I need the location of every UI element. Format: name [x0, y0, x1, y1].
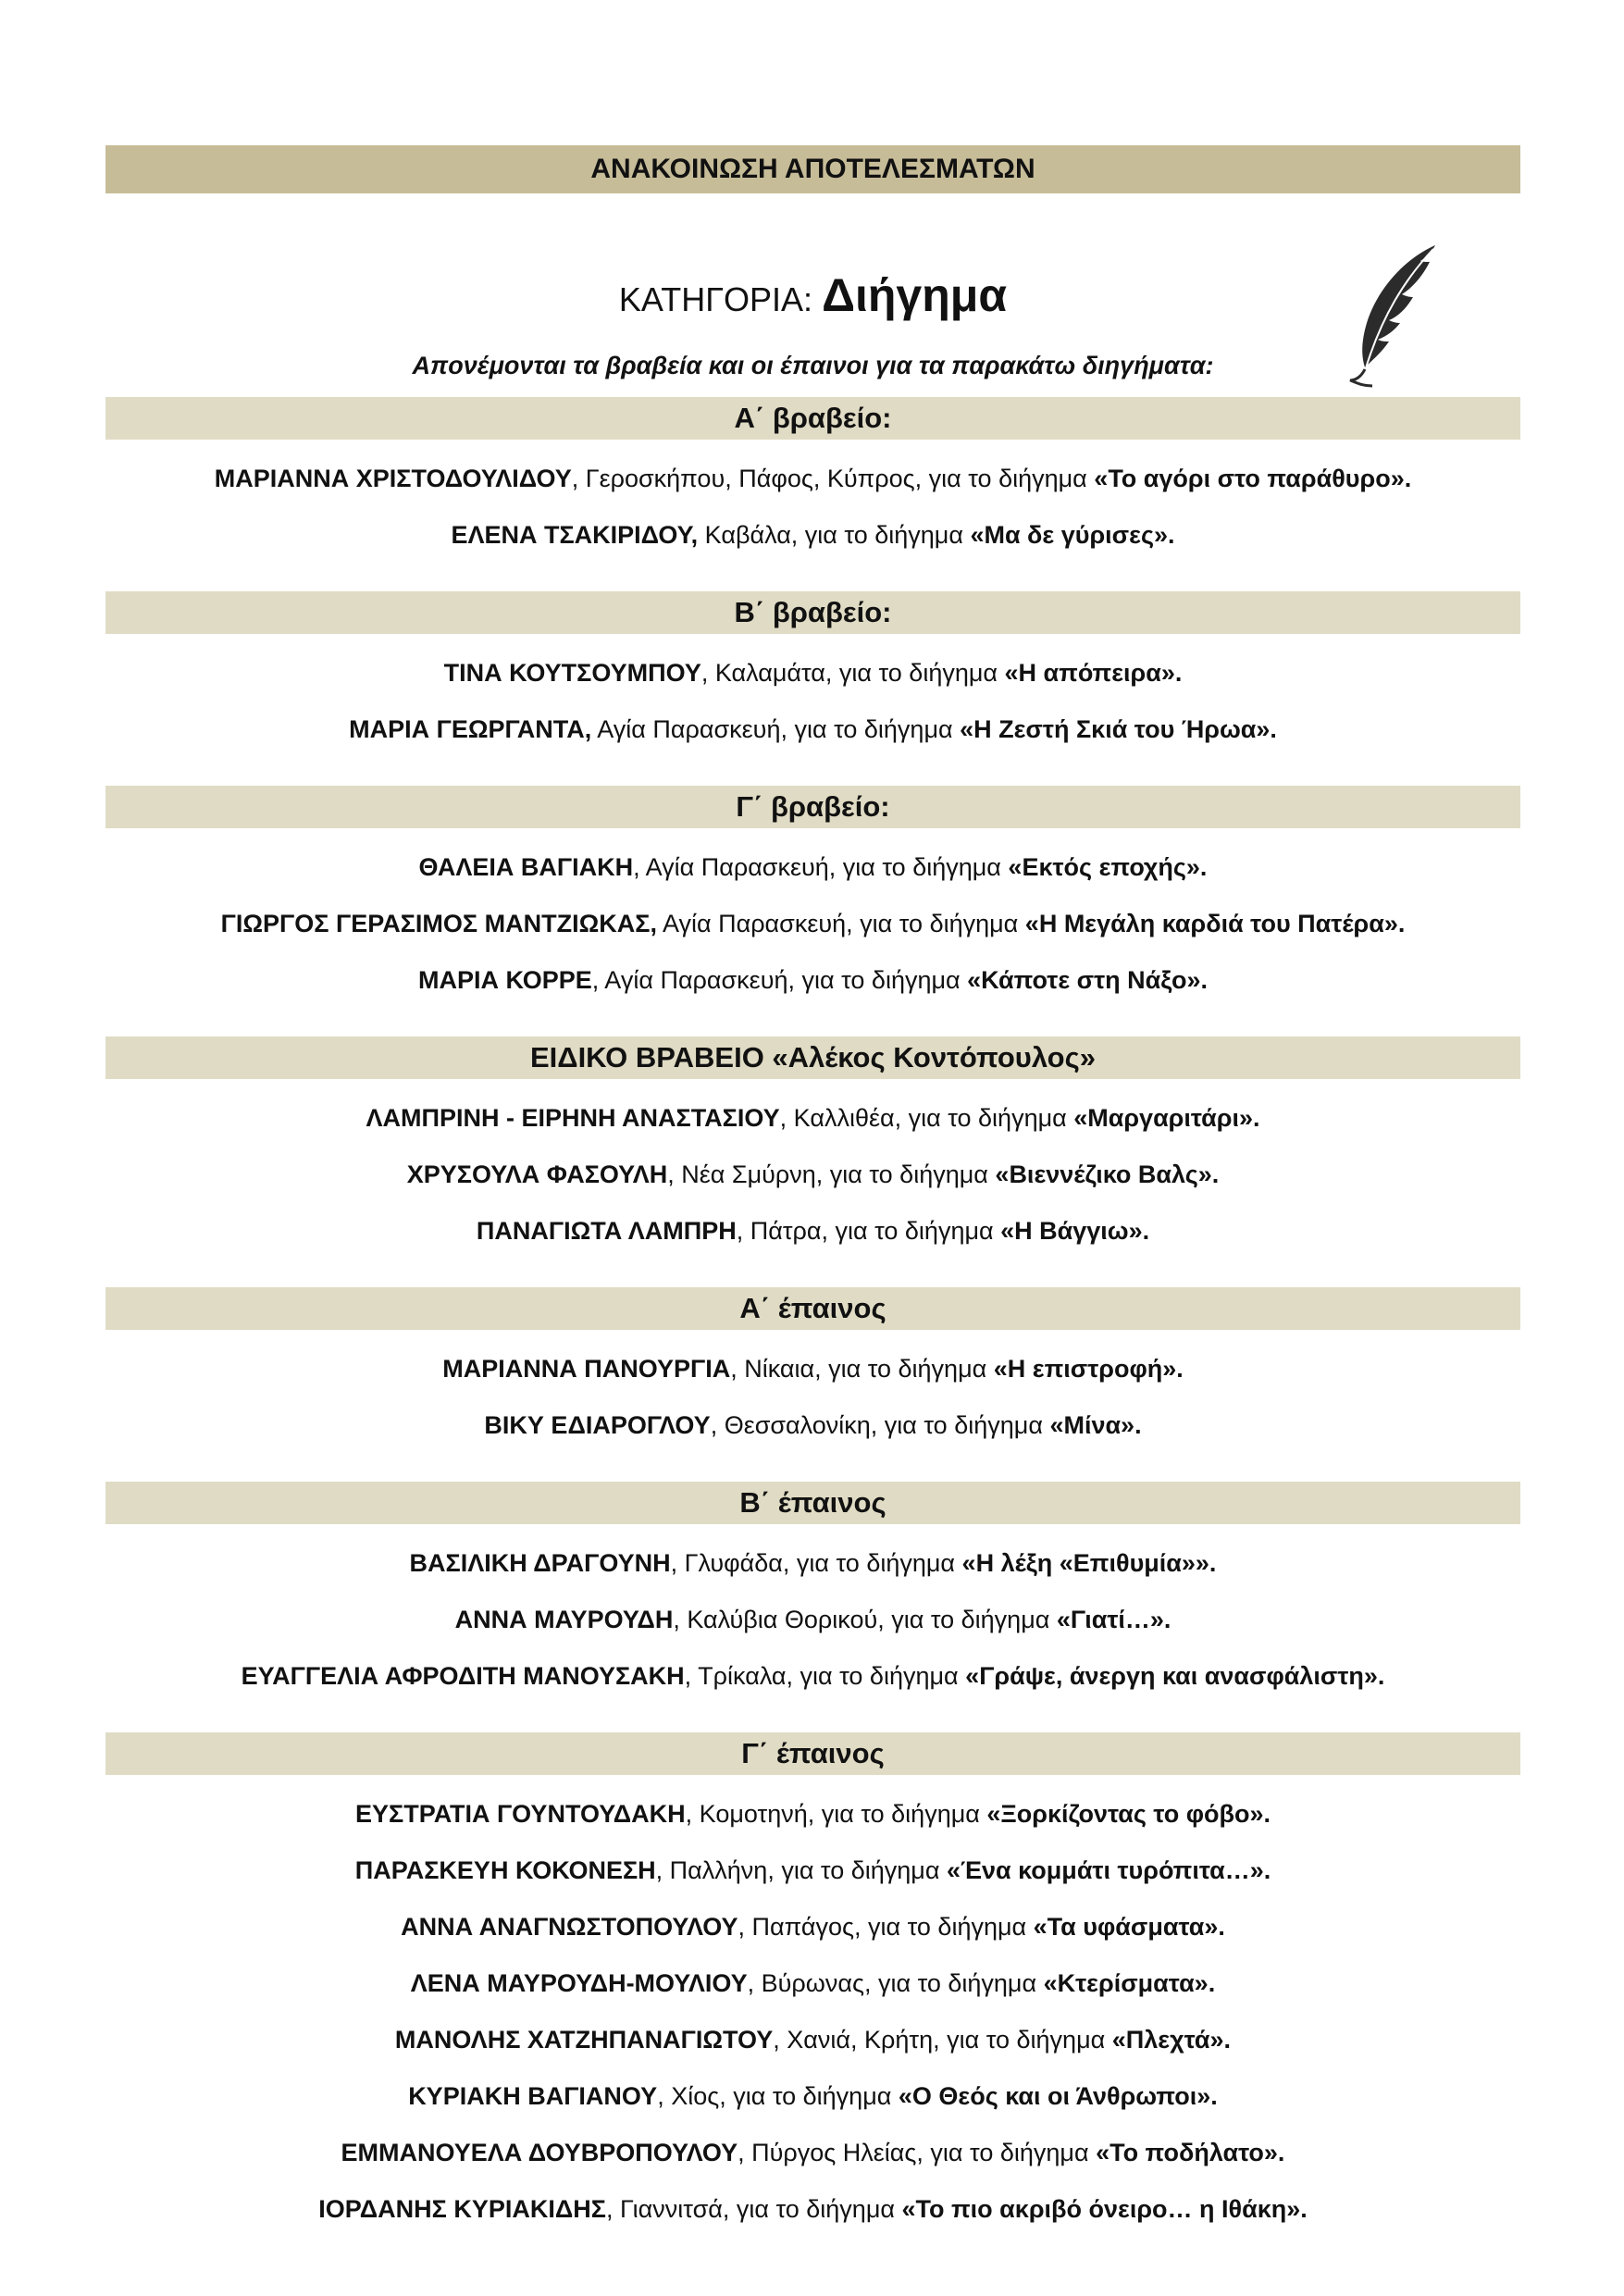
- entry-list: [105, 828, 1520, 1022]
- author-name: ΒΙΚΥ ΕΔΙΑΡΟΓΛΟΥ: [484, 1411, 711, 1439]
- entry-details: , Γλυφάδα, για το διήγημα: [670, 1549, 962, 1577]
- author-name: ΜΑΝΟΛΗΣ ΧΑΤΖΗΠΑΝΑΓΙΩΤΟΥ: [394, 2026, 774, 2054]
- section-heading: Α΄ βραβείο:: [105, 397, 1520, 440]
- author-name: ΜΑΡΙΑΝΝΑ ΧΡΙΣΤΟΔΟΥΛΙΔΟΥ: [214, 465, 572, 492]
- award-entry: [105, 2191, 1520, 2247]
- entry-details: , Γεροσκήπου, Πάφος, Κύπρος, για το διήγημα: [571, 465, 1095, 492]
- story-title: «Η απόπειρα».: [1004, 659, 1183, 687]
- author-name: ΠΑΝΑΓΙΩΤΑ ΛΑΜΠΡΗ: [476, 1217, 737, 1245]
- entry-details: , Κομοτηνή, για το διήγημα: [685, 1800, 987, 1828]
- author-name: ΜΑΡΙΑΝΝΑ ΠΑΝΟΥΡΓΙΑ: [442, 1355, 731, 1383]
- entry-list: [105, 1079, 1520, 1272]
- entry-list: [105, 1330, 1520, 1467]
- author-name: ΑΝΝΑ ΑΝΑΓΝΩΣΤΟΠΟΥΛΟΥ: [401, 1913, 738, 1941]
- author-name: ΕΛΕΝΑ ΤΣΑΚΙΡΙΔΟΥ,: [451, 521, 699, 549]
- entry-details: Αγία Παρασκευή, για το διήγημα: [656, 910, 1025, 937]
- author-name: ΜΑΡΙΑ ΓΕΩΡΓΑΝΤΑ,: [349, 715, 592, 743]
- author-name: ΠΑΡΑΣΚΕΥΗ ΚΟΚΟΝΕΣΗ: [354, 1856, 656, 1884]
- story-title: «Η Μεγάλη καρδιά του Πατέρα».: [1024, 910, 1406, 937]
- entry-details: , Πάτρα, για το διήγημα: [736, 1217, 1001, 1245]
- story-title: «Το αγόρι στο παράθυρο».: [1094, 465, 1412, 492]
- award-entry: [105, 711, 1520, 767]
- section-heading: Γ΄ έπαινος: [105, 1732, 1520, 1775]
- announcement-title: ΑΝΑΚΟΙΝΩΣΗ ΑΠΟΤΕΛΕΣΜΑΤΩΝ: [105, 145, 1520, 193]
- story-title: «Η επιστροφή».: [993, 1355, 1184, 1383]
- award-entry: [105, 1795, 1520, 1852]
- author-name: ΜΑΡΙΑ ΚΟΡΡΕ: [418, 966, 592, 994]
- document-page: [105, 145, 1520, 2251]
- story-title: «Η λέξη «Επιθυμία»».: [961, 1549, 1217, 1577]
- entry-list: [105, 440, 1520, 577]
- award-entry: [105, 1852, 1520, 1908]
- feather-quill-icon: [1341, 242, 1443, 390]
- entry-details: , Χίος, για το διήγημα: [657, 2082, 899, 2110]
- award-entry: [105, 2078, 1520, 2134]
- story-title: «Μίνα».: [1049, 1411, 1142, 1439]
- award-entry: [105, 1350, 1520, 1407]
- section-heading: Β΄ έπαινος: [105, 1482, 1520, 1524]
- section-heading: Α΄ έπαινος: [105, 1287, 1520, 1330]
- award-entry: [105, 516, 1520, 573]
- award-entry: [105, 2134, 1520, 2191]
- section-heading: Γ΄ βραβείο:: [105, 786, 1520, 828]
- author-name: ΑΝΝΑ ΜΑΥΡΟΥΔΗ: [454, 1606, 674, 1633]
- award-entry: [105, 1908, 1520, 1965]
- section-heading: Β΄ βραβείο:: [105, 591, 1520, 634]
- section-heading: ΕΙΔΙΚΟ ΒΡΑΒΕΙΟ «Αλέκος Κοντόπουλος»: [105, 1036, 1520, 1079]
- author-name: ΤΙΝΑ ΚΟΥΤΣΟΥΜΠΟΥ: [443, 659, 701, 687]
- story-title: «Βιεννέζικο Βαλς».: [995, 1160, 1220, 1188]
- story-title: «Μαργαριτάρι».: [1073, 1104, 1260, 1132]
- author-name: ΚΥΡΙΑΚΗ ΒΑΓΙΑΝΟΥ: [408, 2082, 658, 2110]
- category-heading: [105, 267, 1520, 323]
- story-title: «Κτερίσματα».: [1043, 1969, 1216, 1997]
- entry-details: , Τρίκαλα, για το διήγημα: [684, 1662, 966, 1690]
- author-name: ΛΑΜΠΡΙΝΗ - ΕΙΡΗΝΗ ΑΝΑΣΤΑΣΙΟΥ: [366, 1104, 780, 1132]
- story-title: «Το ποδήλατο».: [1096, 2139, 1285, 2166]
- author-name: ΙΟΡΔΑΝΗΣ ΚΥΡΙΑΚΙΔΗΣ: [318, 2195, 606, 2223]
- intro-text: Απονέμονται τα βραβεία και οι έπαινοι για τα παρακάτω διηγήματα:: [412, 352, 1214, 379]
- entry-details: , Γιαννιτσά, για το διήγημα: [605, 2195, 902, 2223]
- award-entry: [105, 1212, 1520, 1269]
- category-prefix: ΚΑΤΗΓΟΡΙΑ:: [618, 280, 823, 318]
- entry-details: , Πύργος Ηλείας, για το διήγημα: [738, 2139, 1097, 2166]
- story-title: «Ξορκίζοντας το φόβο».: [986, 1800, 1271, 1828]
- author-name: ΓΙΩΡΓΟΣ ΓΕΡΑΣΙΜΟΣ ΜΑΝΤΖΙΩΚΑΣ,: [220, 910, 657, 937]
- award-entry: [105, 1545, 1520, 1601]
- story-title: «Τα υφάσματα».: [1033, 1913, 1225, 1941]
- story-title: «Εκτός εποχής».: [1008, 853, 1208, 881]
- entry-details: , Νέα Σμύρνη, για το διήγημα: [667, 1160, 996, 1188]
- author-name: ΧΡΥΣΟΥΛΑ ΦΑΣΟΥΛΗ: [406, 1160, 668, 1188]
- award-entry: [105, 849, 1520, 905]
- award-entry: [105, 460, 1520, 516]
- author-name: ΒΑΣΙΛΙΚΗ ΔΡΑΓΟΥΝΗ: [409, 1549, 671, 1577]
- author-name: ΕΥΑΓΓΕΛΙΑ ΑΦΡΟΔΙΤΗ ΜΑΝΟΥΣΑΚΗ: [241, 1662, 685, 1690]
- award-entry: [105, 1965, 1520, 2021]
- story-title: «Ο Θεός και οι Άνθρωποι».: [898, 2082, 1218, 2110]
- award-entry: [105, 962, 1520, 1018]
- category-name: Διήγημα: [822, 269, 1008, 321]
- author-name: ΕΜΜΑΝΟΥΕΛΑ ΔΟΥΒΡΟΠΟΥΛΟΥ: [341, 2139, 738, 2166]
- award-entry: [105, 1407, 1520, 1463]
- story-title: «Η Ζεστή Σκιά του Ήρωα».: [960, 715, 1277, 743]
- story-title: «Η Βάγγιω».: [1000, 1217, 1150, 1245]
- award-entry: [105, 2021, 1520, 2078]
- entry-details: , Καλαμάτα, για το διήγημα: [700, 659, 1005, 687]
- author-name: ΕΥΣΤΡΑΤΙΑ ΓΟΥΝΤΟΥΔΑΚΗ: [354, 1800, 686, 1828]
- award-entry: [105, 905, 1520, 962]
- entry-details: , Καλλιθέα, για το διήγημα: [779, 1104, 1074, 1132]
- story-title: «Ένα κομμάτι τυρόπιτα…».: [946, 1856, 1271, 1884]
- entry-details: , Καλύβια Θορικού, για το διήγημα: [673, 1606, 1057, 1633]
- story-title: «Γράψε, άνεργη και ανασφάλιστη».: [965, 1662, 1385, 1690]
- entry-list: [105, 634, 1520, 771]
- award-entry: [105, 1601, 1520, 1657]
- entry-details: , Αγία Παρασκευή, για το διήγημα: [591, 966, 968, 994]
- entry-details: , Αγία Παρασκευή, για το διήγημα: [633, 853, 1009, 881]
- award-entry: [105, 654, 1520, 711]
- entry-details: , Νίκαια, για το διήγημα: [730, 1355, 994, 1383]
- award-entry: [105, 1657, 1520, 1714]
- author-name: ΛΕΝΑ ΜΑΥΡΟΥΔΗ-ΜΟΥΛΙΟΥ: [410, 1969, 748, 1997]
- entry-list: [105, 1524, 1520, 1718]
- entry-details: , Χανιά, Κρήτη, για το διήγημα: [773, 2026, 1112, 2054]
- entry-list: [105, 1775, 1520, 2251]
- entry-details: Καβάλα, για το διήγημα: [698, 521, 971, 549]
- entry-details: , Παλλήνη, για το διήγημα: [655, 1856, 947, 1884]
- entry-details: , Βύρωνας, για το διήγημα: [747, 1969, 1044, 1997]
- author-name: ΘΑΛΕΙΑ ΒΑΓΙΑΚΗ: [418, 853, 634, 881]
- award-entry: [105, 1156, 1520, 1212]
- entry-details: , Θεσσαλονίκη, για το διήγημα: [710, 1411, 1050, 1439]
- entry-details: , Παπάγος, για το διήγημα: [738, 1913, 1034, 1941]
- entry-details: Αγία Παρασκευή, για το διήγημα: [591, 715, 961, 743]
- story-title: «Γιατί…».: [1056, 1606, 1172, 1633]
- story-title: «Μα δε γύρισες».: [970, 521, 1175, 549]
- award-entry: [105, 1099, 1520, 1156]
- story-title: «Το πιο ακριβό όνειρο… η Ιθάκη».: [901, 2195, 1308, 2223]
- story-title: «Πλεχτά».: [1111, 2026, 1232, 2054]
- awards-list: [105, 397, 1520, 2251]
- story-title: «Κάποτε στη Νάξο».: [967, 966, 1208, 994]
